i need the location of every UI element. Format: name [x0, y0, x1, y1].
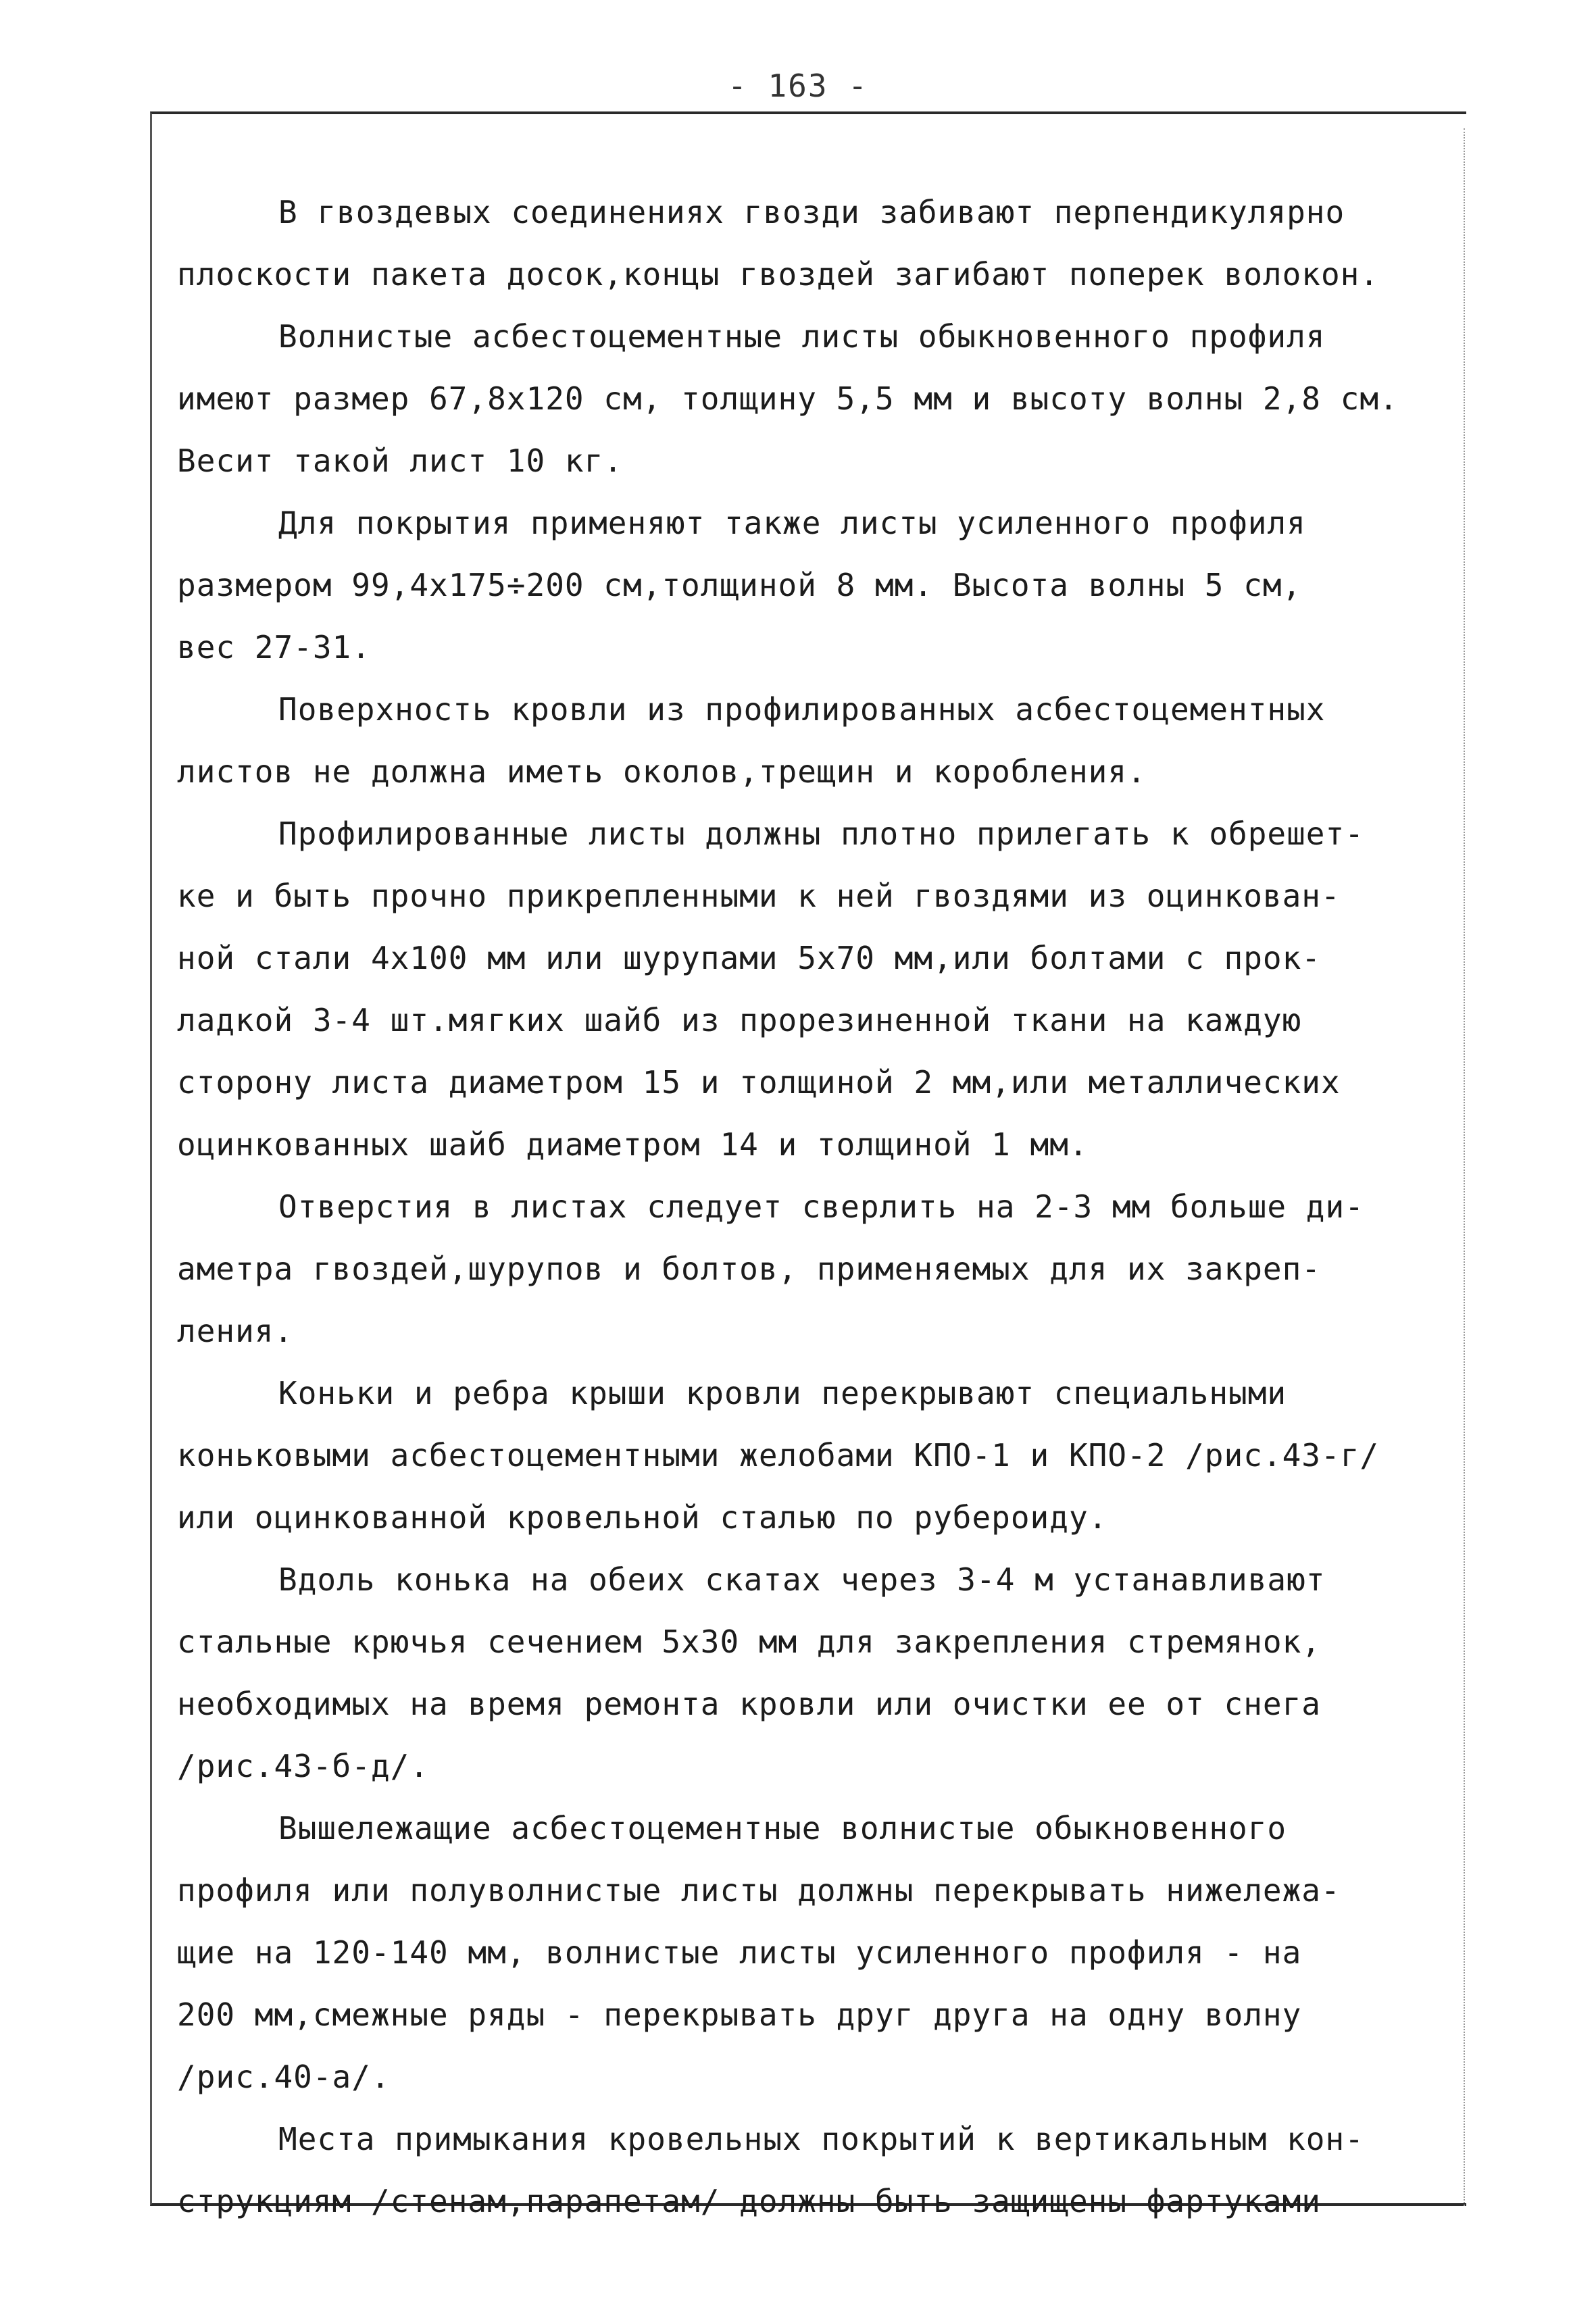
text-line: оцинкованных шайб диаметром 14 и толщиной 1 мм.: [177, 1126, 1089, 1163]
text-line: необходимых на время ремонта кровли или очистки ее от снега: [177, 1686, 1321, 1722]
text-line: Вдоль конька на обеих скатах через 3-4 м устанавливают: [278, 1561, 1326, 1598]
text-line: имеют размер 67,8х120 см, толщину 5,5 мм и высоту волны 2,8 см.: [177, 380, 1399, 417]
page-number: - 163 -: [728, 68, 868, 104]
text-line: Весит такой лист 10 кг.: [177, 443, 623, 479]
text-line: сторону листа диаметром 15 и толщиной 2 мм,или металлических: [177, 1064, 1341, 1101]
text-line: В гвоздевых соединениях гвозди забивают перпендикулярно: [278, 194, 1345, 230]
text-line: вес 27-31.: [177, 629, 371, 665]
text-line: профиля или полуволнистые листы должны перекрывать нижележа-: [177, 1872, 1341, 1909]
text-line: Волнистые асбестоцементные листы обыкновенного профиля: [278, 318, 1326, 355]
text-line: /рис.43-б-д/.: [177, 1748, 430, 1784]
text-line: ной стали 4х100 мм или шурупами 5х70 мм,или болтами с прок-: [177, 940, 1321, 976]
text-line: размером 99,4х175÷200 см,толщиной 8 мм. Высота волны 5 см,: [177, 567, 1302, 603]
text-line: /рис.40-а/.: [177, 2059, 391, 2095]
text-line: Отверстия в листах следует сверлить на 2-3 мм больше ди-: [278, 1188, 1364, 1225]
text-line: ке и быть прочно прикрепленными к ней гвоздями из оцинкован-: [177, 878, 1341, 914]
text-line: листов не должна иметь околов,трещин и коробления.: [177, 753, 1147, 790]
text-line: Поверхность кровли из профилированных асбестоцементных: [278, 691, 1326, 728]
text-line: Профилированные листы должны плотно прилегать к обрешет-: [278, 815, 1364, 852]
body-text: [177, 181, 1461, 2232]
text-line: ладкой 3-4 шт.мягких шайб из прорезиненной ткани на каждую: [177, 1002, 1302, 1038]
text-line: 200 мм,смежные ряды - перекрывать друг друга на одну волну: [177, 1996, 1302, 2033]
text-line: Места примыкания кровельных покрытий к вертикальным кон-: [278, 2121, 1364, 2157]
text-line: струкциям /стенам,парапетам/ должны быть защищены фартуками: [177, 2183, 1321, 2219]
text-line: щие на 120-140 мм, волнистые листы усиленного профиля - на: [177, 1934, 1302, 1971]
text-line: Вышележащие асбестоцементные волнистые обыкновенного: [278, 1810, 1287, 1846]
text-line: аметра гвоздей,шурупов и болтов, применяемых для их закреп-: [177, 1251, 1321, 1287]
text-line: Коньки и ребра крыши кровли перекрывают специальными: [278, 1375, 1287, 1411]
page-frame-right-edge: [1464, 128, 1465, 2206]
text-line: коньковыми асбестоцементными желобами КПО-1 и КПО-2 /рис.43-г/: [177, 1437, 1380, 1474]
text-line: или оцинкованной кровельной сталью по рубероиду.: [177, 1499, 1108, 1536]
text-line: Для покрытия применяют также листы усиленного профиля: [278, 505, 1306, 541]
text-line: ления.: [177, 1313, 294, 1349]
text-line: плоскости пакета досок,концы гвоздей загибают поперек волокон.: [177, 256, 1380, 293]
text-line: стальные крючья сечением 5х30 мм для закрепления стремянок,: [177, 1624, 1321, 1660]
